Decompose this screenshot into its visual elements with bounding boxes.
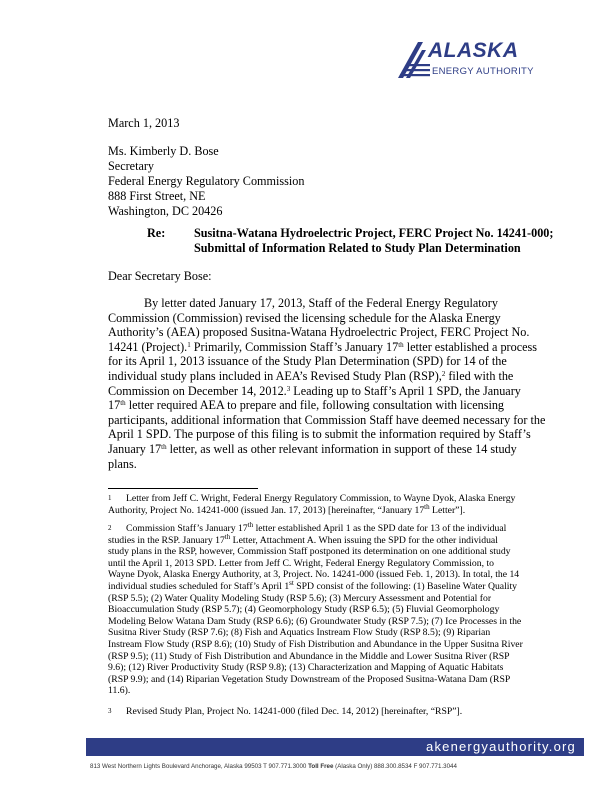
footnote-ref-3[interactable]: 3 [286,384,291,393]
paragraph-line: for its April 1, 2013 issuance of the Study Plan Determination (SPD) for 14 of the [108,354,507,369]
recipient-city: Washington, DC 20426 [108,204,223,218]
recipient-address [108,144,304,219]
re-label: Re: [147,226,166,240]
paragraph-line: Commission on December 14, 2012.$^3$ Leading up to Staff’s April 1 SPD, the January [108,383,521,398]
re-subject-line-1: Susitna-Watana Hydroelectric Project, FERC Project No. 14241-000; [194,226,554,240]
footnote-line: (RSP 5.5); (2) Water Quality Modeling Study (RSP 5.6); (3) Mercury Assessment and Potential for [108,592,492,604]
footnote-line: (RSP 9.5); (11) Study of Fish Distribution and Abundance in the Middle and Lower Susitna River (RSP [108,650,510,662]
paragraph-line: participants, additional information that Commission Staff have deemed necessary for the [108,412,546,427]
re-subject-line-2: Submittal of Information Related to Study Plan Determination [194,241,521,255]
footnote-line: Letter from Jeff C. Wright, Federal Energy Regulatory Commission, to Wayne Dyok, Alaska Energy [126,493,516,504]
footnote-separator [108,488,258,489]
paragraph-line: individual study plans included in AEA’s Revised Study Plan (RSP),$^2$ filed with the [108,368,514,383]
footnote-line: Modeling Below Watana Dam Study (RSP 6.6); (6) Groundwater Study (RSP 7.5); (7) Ice Processes in the [108,615,522,627]
footnote-number: 2 [108,524,112,532]
footnote-number: 3 [108,707,112,715]
footnote-line: study plans in the RSP, however, Commission Staff postponed its determination on one additional study [108,546,511,558]
footnote-ref-2[interactable]: 2 [441,369,446,378]
recipient-street: 888 First Street, NE [108,189,206,203]
footnote-line: Authority, Project No. 14241-000 (issued Jan. 17, 2013) [hereinafter, “January 17th Letter”]. [108,502,466,516]
paragraph-line: plans. [108,456,137,471]
footnote-line: Commission Staff’s January 17th letter established April 1 as the SPD date for 13 of the individual [126,521,507,534]
paragraph-line: January 17th letter, as well as other relevant information in support of these 14 study [108,441,517,456]
footnote-number: 1 [108,494,112,502]
logo-subtitle: ENERGY AUTHORITY [432,66,534,77]
paragraph-line: By letter dated January 17, 2013, Staff of the Federal Energy Regulatory [144,296,498,310]
paragraph-line: Commission (Commission) revised the licensing schedule for the Alaska Energy [108,310,501,325]
footnote-line: Susitna River Study (RSP 7.6); (8) Fish and Aquatics Instream Flow Study (RSP 8.5); (9) Riparian [108,627,491,639]
footnote-line: until the April 1, 2013 SPD. Letter from Jeff C. Wright, Federal Energy Regulatory Commission, to [108,557,494,569]
salutation: Dear Secretary Bose: [108,269,212,283]
letter-date: March 1, 2013 [108,116,180,130]
footnote-line: Wayne Dyok, Alaska Energy Authority, at 3, Project. No. 14241-000 (issued Feb. 1, 2013). In total, the 14 [108,569,520,581]
logo-title: ALASKA [428,39,519,62]
paragraph-line: April 1 SPD. The purpose of this filing is to submit the information required by Staff’s [108,427,531,442]
paragraph-line: 17th letter required AEA to prepare and file, following consultation with licensing [108,398,505,413]
footer-website-link[interactable]: akenergyauthority.org [426,739,576,754]
footnote-line: studies in the RSP. January 17th Letter, Attachment A. When issuing the SPD for the other individual [108,532,498,546]
footnote-ref-1[interactable]: 1 [187,340,191,349]
footnote-line: individual studies scheduled for Staff’s April 1st SPD consist of the following: (1) Baseline Water Quality [108,578,518,592]
footnote-line: 11.6). [108,685,131,697]
recipient-title: Secretary [108,159,155,173]
alaska-energy-authority-logo [394,39,544,82]
paragraph-line: 14241 (Project).$^1$ Primarily, Commission Staff’s January 17th letter established a process [108,339,538,354]
logo-swoosh-icon [394,42,432,78]
footnote-line: Revised Study Plan, Project No. 14241-000 (filed Dec. 14, 2012) [hereinafter, “RSP”]. [126,706,463,717]
recipient-org: Federal Energy Regulatory Commission [108,174,305,188]
footnote-line: Bioaccumulation Study (RSP 5.7); (4) Geomorphology Study (RSP 6.5); (5) Fluvial Geomorphology [108,604,500,616]
footer-bar [86,738,584,756]
footer-address: 813 West Northern Lights Boulevard Anchorage, Alaska 99503 T 907.771.3000 Toll Free (Alaska Only) 888.300.8534 F 907.771.3044 [90,763,457,770]
footnote-line: Instream Flow Study (RSP 8.6); (10) Study of Fish Distribution and Abundance in the Upper Susitna River [108,638,523,650]
footnote-line: (RSP 9.9); and (14) Riparian Vegetation Study Downstream of the Proposed Susitna-Watana Dam (RSP [108,673,511,685]
footnote-line: 9.6); (12) River Productivity Study (RSP 9.8); (13) Characterization and Mapping of Aquatic Habitats [108,662,504,674]
recipient-name: Ms. Kimberly D. Bose [108,144,219,158]
body-paragraph [108,296,546,471]
paragraph-line: Authority’s (AEA) proposed Susitna-Watana Hydroelectric Project, FERC Project No. [108,325,530,340]
